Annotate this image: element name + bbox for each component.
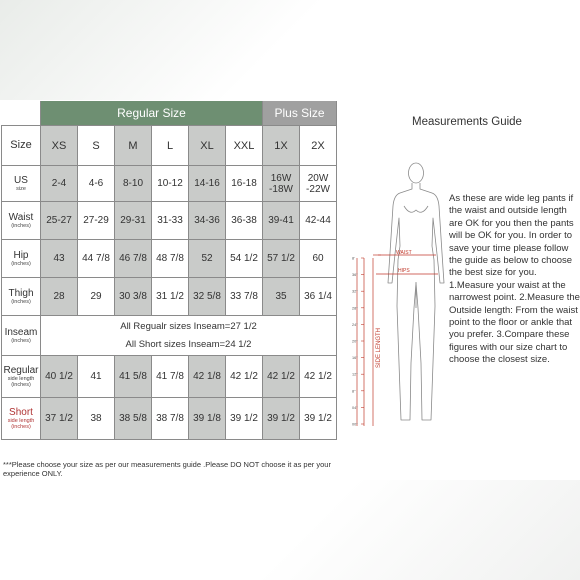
hips-label: HIPS [398, 268, 410, 274]
ruler-tick-label: 36" [352, 273, 358, 278]
guide-instructions: As these are wide leg pants if the waist and outside length are OK for you then the pants will be OK for you. In order to save your time please follow the guide as below to choose the best size for you. 1.Measure your waist at the narrowest point. 2.Measure the Outside length: From the waist point to the floor or ankle that you prefer. 3.Compare these figures with our size chart to choose the closest size. [449, 193, 580, 366]
table-cell: 42-44 [300, 202, 337, 240]
table-cell: 39 1/2 [263, 398, 300, 440]
table-cell: 43 [41, 240, 78, 278]
table-cell: 16W -18W [263, 166, 300, 202]
row-label-text: US [14, 175, 28, 186]
table-cell: 42 1/2 [263, 356, 300, 398]
side-length-label: SIDE LENGTH [376, 327, 382, 368]
table-cell: 41 5/8 [115, 356, 152, 398]
table-cell: 27-29 [78, 202, 115, 240]
row-label-inseam [2, 316, 41, 356]
row-label-text: Waist [8, 212, 34, 223]
plus-size-header: Plus Size [263, 101, 337, 126]
inseam-short-text: All Short sizes Inseam=24 1/2 [125, 338, 252, 350]
body-figure-illustration [352, 158, 448, 430]
row-label-text: Hip [13, 250, 29, 261]
regular-side-length-row [2, 356, 337, 398]
row-label-hip [2, 240, 41, 278]
waist-row [2, 202, 337, 240]
row-label-thigh [2, 278, 41, 316]
table-cell: 52 [189, 240, 226, 278]
header-corner [2, 101, 41, 126]
inseam-row [2, 316, 337, 356]
figure-chest-line [404, 206, 428, 212]
table-cell: 4-6 [78, 166, 115, 202]
row-label-regular [2, 356, 41, 398]
ruler-tick-label: 24" [352, 322, 358, 327]
table-cell: 38 7/8 [152, 398, 189, 440]
row-label-sub: size [16, 186, 26, 192]
size-header-cell: 2X [300, 126, 337, 166]
size-header-cell: L [152, 126, 189, 166]
row-label-short [2, 398, 41, 440]
table-cell: 39-41 [263, 202, 300, 240]
table-cell: 31-33 [152, 202, 189, 240]
table-cell: 44 7/8 [78, 240, 115, 278]
table-cell: 39 1/2 [300, 398, 337, 440]
inseam-regular-text: All Regualr sizes Inseam=27 1/2 [120, 320, 257, 332]
table-cell: 38 5/8 [115, 398, 152, 440]
group-header-row [2, 101, 337, 126]
row-label-text: Short [9, 407, 33, 418]
table-cell: 29-31 [115, 202, 152, 240]
measurements-guide-title: Measurements Guide [412, 116, 522, 128]
table-cell: 57 1/2 [263, 240, 300, 278]
ruler-tick-label: 8' [352, 256, 355, 261]
table-cell: 14-16 [189, 166, 226, 202]
size-chart-table [1, 101, 337, 440]
ruler-tick-label: 8" [352, 389, 356, 394]
row-label-waist [2, 202, 41, 240]
row-label-text: Thigh [8, 288, 34, 299]
ruler-tick-label: 32" [352, 289, 358, 294]
row-label-sub: (inches) [11, 338, 31, 344]
table-cell: 10-12 [152, 166, 189, 202]
row-label-sub: (inches) [11, 223, 31, 229]
size-header-cell: XL [189, 126, 226, 166]
table-cell: 36-38 [226, 202, 263, 240]
table-cell: 28 [41, 278, 78, 316]
table-cell: 39 1/2 [226, 398, 263, 440]
inseam-note [41, 316, 337, 356]
row-label-us [2, 166, 41, 202]
size-header-cell: S [78, 126, 115, 166]
table-cell: 34-36 [189, 202, 226, 240]
size-row [2, 126, 337, 166]
table-cell: 38 [78, 398, 115, 440]
table-cell: 60 [300, 240, 337, 278]
ruler-ticks [352, 257, 364, 427]
table-cell: 33 7/8 [226, 278, 263, 316]
thigh-row [2, 278, 337, 316]
table-cell: 46 7/8 [115, 240, 152, 278]
row-label-sub: side length (inches) [7, 376, 35, 388]
table-cell: 36 1/4 [300, 278, 337, 316]
table-cell: 29 [78, 278, 115, 316]
us-size-row [2, 166, 337, 202]
figure-head [409, 163, 424, 183]
table-cell: 2-4 [41, 166, 78, 202]
size-header-cell: 1X [263, 126, 300, 166]
table-cell: 16-18 [226, 166, 263, 202]
row-label-sub: (inches) [11, 261, 31, 267]
table-cell: 35 [263, 278, 300, 316]
ruler-tick-label: 04" [352, 405, 358, 410]
ruler-tick-label: 20" [352, 339, 358, 344]
footnote: ***Please choose your size as per our measurements guide .Please DO NOT choose it as per your experience ONLY. [3, 460, 331, 478]
table-cell: 31 1/2 [152, 278, 189, 316]
table-cell: 20W -22W [300, 166, 337, 202]
table-cell: 41 7/8 [152, 356, 189, 398]
table-cell: 8-10 [115, 166, 152, 202]
table-cell: 42 1/8 [189, 356, 226, 398]
ruler-tick-label: 00" [352, 422, 358, 427]
regular-size-header: Regular Size [41, 101, 263, 126]
ruler-tick-label: 12" [352, 372, 358, 377]
row-label-sub: (inches) [11, 299, 31, 305]
row-label-text: Inseam [4, 327, 38, 338]
table-cell: 32 5/8 [189, 278, 226, 316]
table-cell: 37 1/2 [41, 398, 78, 440]
table-cell: 42 1/2 [226, 356, 263, 398]
table-cell: 41 [78, 356, 115, 398]
size-header-cell: M [115, 126, 152, 166]
short-side-length-row [2, 398, 337, 440]
ruler-tick-label: 16" [352, 356, 358, 361]
table-cell: 48 7/8 [152, 240, 189, 278]
table-cell: 25-27 [41, 202, 78, 240]
table-cell: 42 1/2 [300, 356, 337, 398]
row-label-size: Size [2, 126, 41, 166]
table-cell: 40 1/2 [41, 356, 78, 398]
table-cell: 54 1/2 [226, 240, 263, 278]
waist-label: WAIST [396, 250, 412, 256]
size-header-cell: XXL [226, 126, 263, 166]
row-label-text: Regular [3, 365, 39, 376]
row-label-sub: side length (inches) [7, 418, 35, 430]
table-cell: 39 1/8 [189, 398, 226, 440]
hip-row [2, 240, 337, 278]
size-header-cell: XS [41, 126, 78, 166]
table-cell: 30 3/8 [115, 278, 152, 316]
ruler-tick-label: 28" [352, 306, 358, 311]
